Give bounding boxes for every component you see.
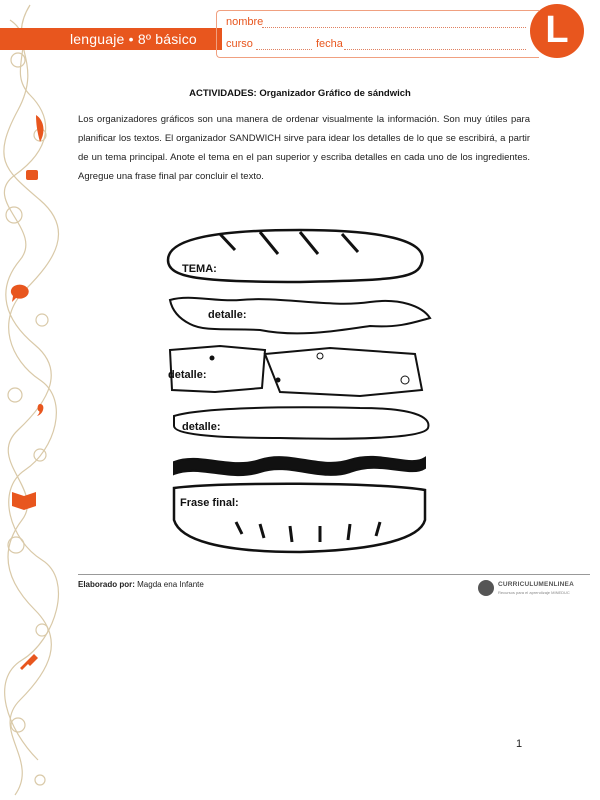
meat-layer xyxy=(174,407,428,438)
grade-label: 8º básico xyxy=(137,31,197,47)
book-icon xyxy=(12,492,36,510)
footer-divider xyxy=(78,574,590,575)
lettuce-layer xyxy=(170,298,430,334)
curriculum-logo[interactable] xyxy=(478,578,588,600)
subject-label: lenguaje xyxy=(70,31,125,47)
worksheet-instructions: Los organizadores gráficos son una manera de ordenar visualmente la información. Son muy útiles para planificar los textos. El organizador SANDWICH sirve para idear los detalles de lo que se escribirá, a partir de un tema principal. Anote el tema en el pan superior y escriba detalles en cada uno de los ingredientes. Agregue una frase final par concluir el texto. xyxy=(78,114,530,182)
lettuce-detail-label: detalle: xyxy=(208,309,247,321)
cheese-layer xyxy=(168,346,422,396)
play-icon xyxy=(478,580,494,596)
quill-icon xyxy=(36,115,43,142)
logo-text: CURRICULUMENLINEA xyxy=(498,581,574,588)
cheese-detail-label: detalle: xyxy=(168,369,207,381)
meat-detail-label: detalle: xyxy=(182,421,221,433)
subject-grade-label xyxy=(70,30,197,48)
top-bread xyxy=(168,230,423,282)
topic-label: TEMA: xyxy=(182,263,217,275)
author-credit xyxy=(78,580,204,589)
date-field[interactable] xyxy=(344,39,526,50)
bottom-bread xyxy=(174,484,425,552)
sandwich-organizer xyxy=(160,220,440,560)
course-field[interactable] xyxy=(256,39,312,50)
bacon-layer xyxy=(174,457,425,475)
decorative-swirl-border xyxy=(0,0,62,800)
name-field[interactable] xyxy=(262,17,526,28)
date-label: fecha xyxy=(316,38,343,50)
microphone-icon xyxy=(20,654,38,670)
subject-badge: L xyxy=(530,4,584,58)
name-label: nombre xyxy=(226,16,264,28)
final-sentence-label: Frase final: xyxy=(180,497,239,509)
course-label: curso xyxy=(226,38,253,50)
author-name: Magda ena Infante xyxy=(137,580,204,589)
comma-icon xyxy=(37,404,43,416)
worksheet-title: ACTIVIDADES: Organizador Gráfico de sándwich xyxy=(189,88,411,99)
speech-bubble-icon xyxy=(11,285,29,302)
bullet-separator: • xyxy=(128,31,134,47)
author-prefix: Elaborado por: xyxy=(78,580,135,589)
page-number: 1 xyxy=(516,738,523,750)
cup-icon xyxy=(26,170,38,180)
logo-subtext: Recursos para el aprendizaje MINEDUC xyxy=(498,590,570,595)
